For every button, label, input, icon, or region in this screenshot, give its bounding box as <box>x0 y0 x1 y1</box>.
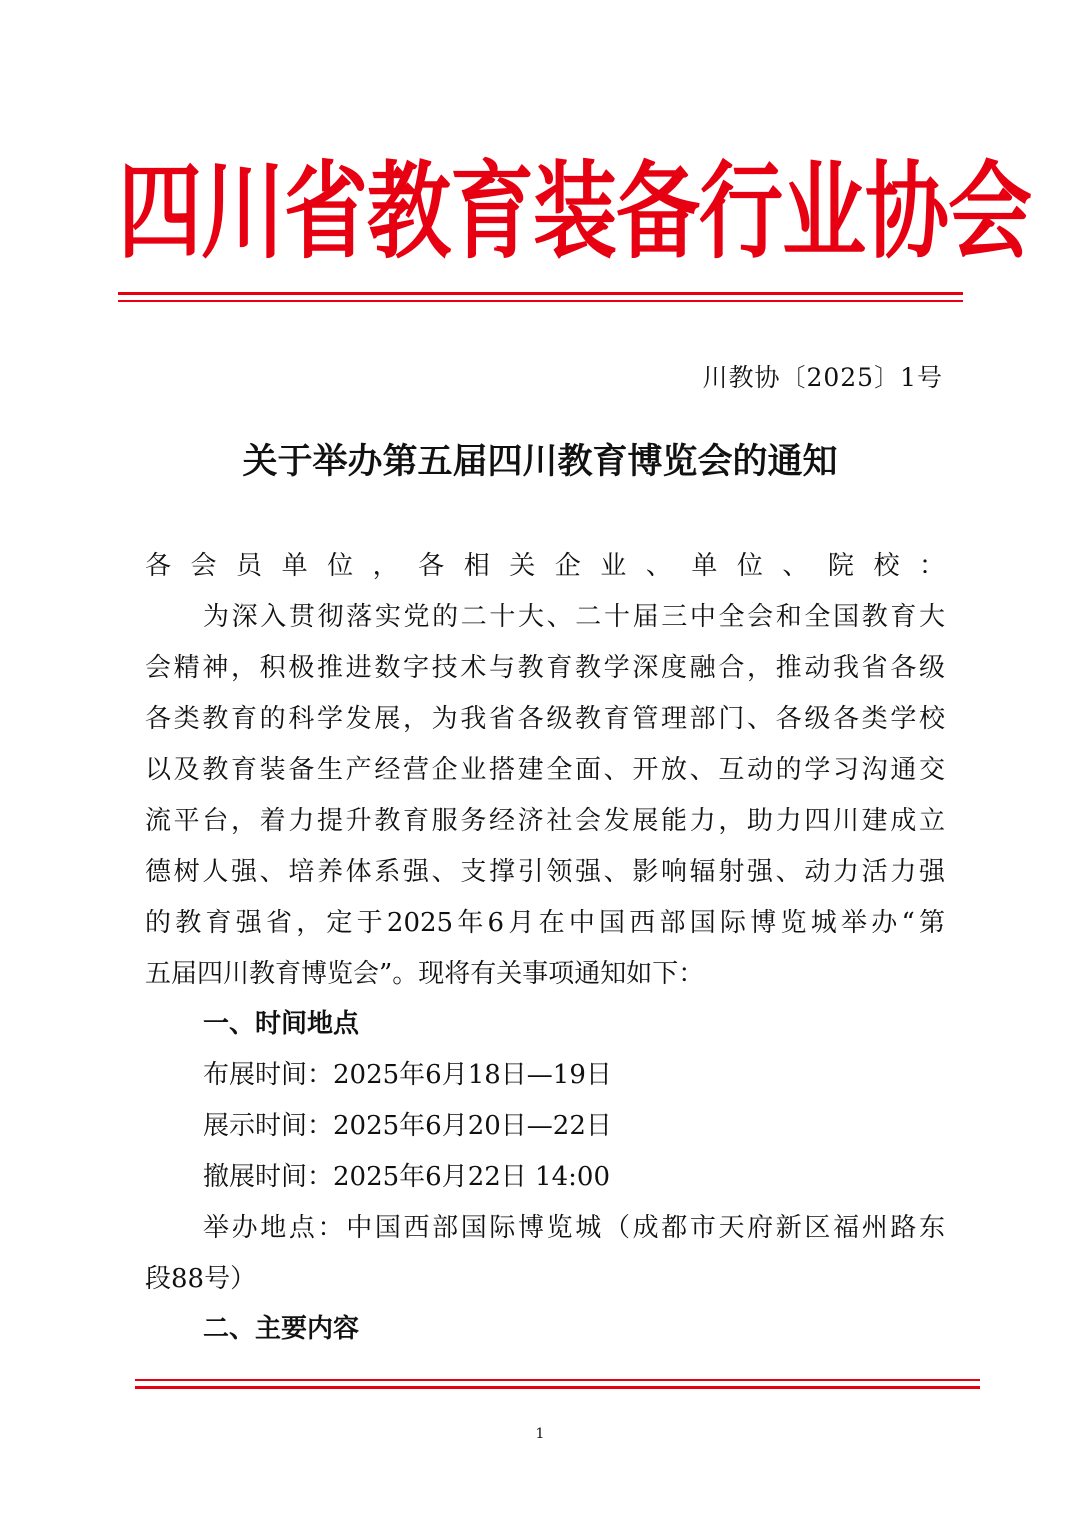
intro-line: 会精神，积极推进数字技术与教育教学深度融合，推动我省各级 <box>145 653 945 683</box>
intro-line: 以及教育装备生产经营企业搭建全面、开放、互动的学习沟通交 <box>145 755 945 785</box>
masthead-rule-thin <box>118 300 963 302</box>
document-title: 关于举办第五届四川教育博览会的通知 <box>242 442 838 482</box>
teardown-time: 撤展时间：2025年6月22日 14:00 <box>203 1162 610 1192</box>
intro-line: 五届四川教育博览会”。现将有关事项通知如下： <box>145 959 705 989</box>
footer-rule-thick <box>135 1386 980 1389</box>
venue-line: 举办地点：中国西部国际博览城（成都市天府新区福州路东 <box>203 1213 945 1243</box>
document-number: 川教协〔2025〕1号 <box>702 363 943 392</box>
section-heading: 一、时间地点 <box>203 1009 360 1039</box>
salutation: 各会员单位，各相关企业、单位、院校： <box>145 551 945 581</box>
setup-time: 布展时间：2025年6月18日—19日 <box>203 1060 612 1090</box>
intro-line: 各类教育的科学发展，为我省各级教育管理部门、各级各类学校 <box>145 704 945 734</box>
intro-line: 流平台，着力提升教育服务经济社会发展能力，助力四川建成立 <box>145 806 945 836</box>
page-number: 1 <box>535 1426 545 1442</box>
venue-line-continued: 段88号） <box>145 1264 257 1294</box>
masthead-rule-thick <box>118 292 963 295</box>
footer-rule-thin <box>135 1379 980 1381</box>
intro-line: 为深入贯彻落实党的二十大、二十届三中全会和全国教育大 <box>203 602 945 632</box>
section-heading: 二、主要内容 <box>203 1314 360 1344</box>
red-masthead: 四川省教育装备行业协会 <box>118 150 1032 274</box>
exhibition-time: 展示时间：2025年6月20日—22日 <box>203 1111 612 1141</box>
intro-line: 德树人强、培养体系强、支撑引领强、影响辐射强、动力活力强 <box>145 857 945 887</box>
intro-line: 的教育强省，定于2025年6月在中国西部国际博览城举办“第 <box>145 908 945 938</box>
